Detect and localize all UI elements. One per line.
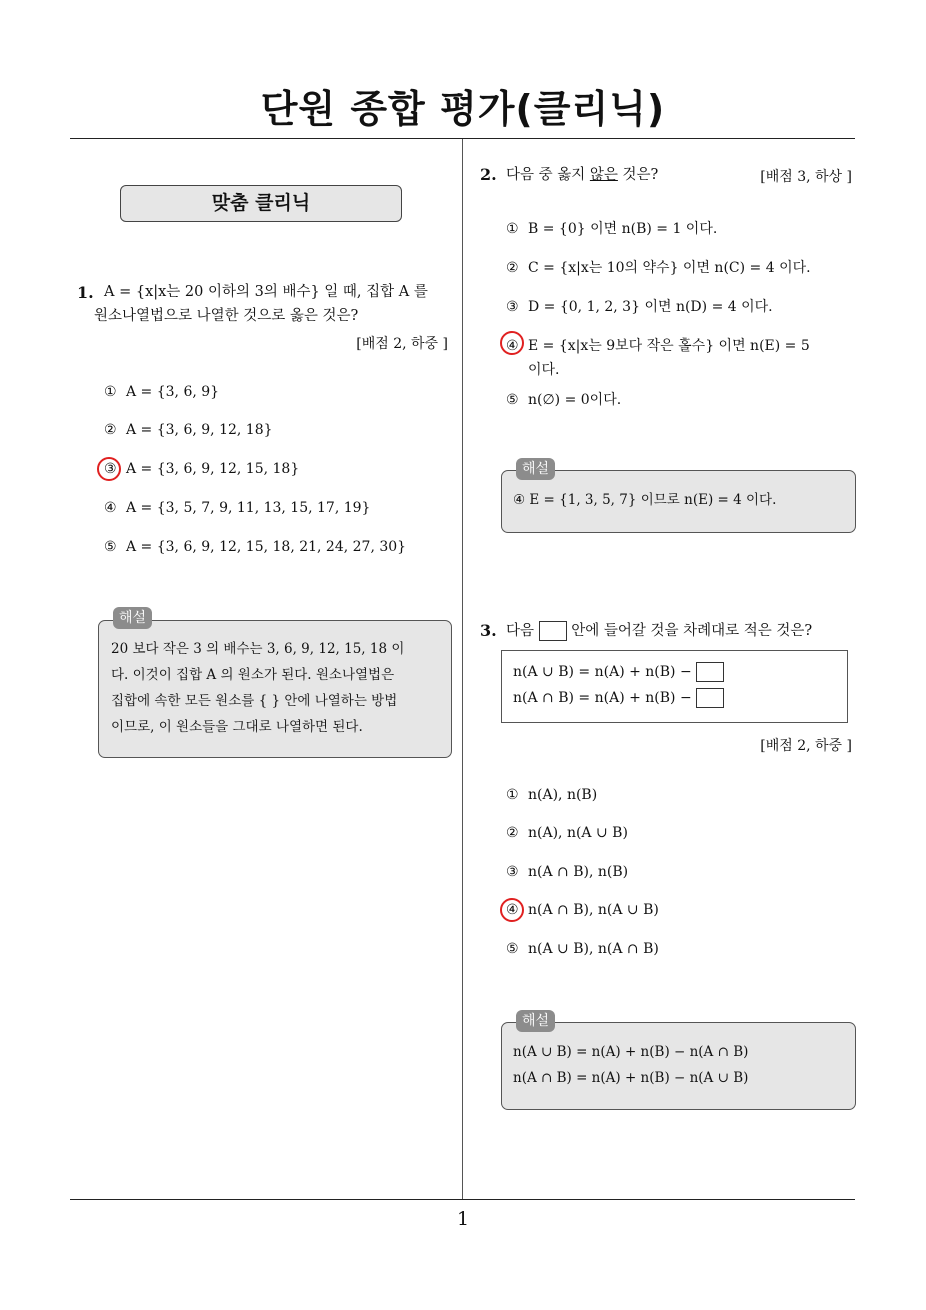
q1-choice-5[interactable]	[104, 539, 406, 555]
choice-mark: ①	[104, 384, 117, 400]
q3-formula-1	[513, 662, 724, 682]
choice-mark: ④	[104, 500, 117, 516]
q3-number: 3.	[480, 621, 497, 640]
choice-mark: ②	[506, 825, 519, 841]
q1-score: [배점 2, 하중 ]	[356, 336, 448, 352]
q2-text-after: 것은?	[617, 167, 659, 183]
choice-text: n(A ∩ B), n(A ∪ B)	[528, 902, 659, 918]
choice-mark: ②	[104, 422, 117, 438]
q3-text-after: 안에 들어갈 것을 차례대로 적은 것은?	[571, 623, 813, 639]
q2-text-underlined: 않은	[589, 167, 618, 183]
choice-mark: ④	[506, 338, 519, 354]
answer-blank-box	[539, 621, 567, 641]
choice-text: n(A), n(A ∪ B)	[528, 825, 628, 841]
q3-formula-box	[501, 650, 848, 723]
choice-mark: ⑤	[506, 392, 519, 408]
q2-text-before: 다음 중 옳지	[506, 167, 590, 183]
choice-mark: ③	[506, 299, 519, 315]
q2-score: [배점 3, 하상 ]	[760, 169, 852, 185]
q3-score: [배점 2, 하중 ]	[760, 738, 852, 754]
solution-line: 다. 이것이 집합 A 의 원소가 된다. 원소나열법은	[111, 667, 395, 683]
q3-choice-3[interactable]	[506, 864, 628, 880]
q3-choice-4[interactable]	[506, 902, 659, 918]
column-divider	[462, 139, 463, 1200]
page-number: 1	[456, 1208, 470, 1230]
q1-choice-1[interactable]	[104, 384, 219, 400]
formula-text: n(A ∪ B) = n(A) + n(B) −	[513, 664, 692, 680]
q1-solution-text	[111, 636, 443, 740]
q2-choice-3[interactable]	[506, 296, 773, 316]
q3-choice-1[interactable]	[506, 787, 597, 803]
choice-text: n(A ∩ B), n(B)	[528, 864, 629, 880]
choice-text: n(A), n(B)	[528, 787, 598, 803]
q2-choice-4[interactable]	[506, 335, 810, 355]
q2-choice-2[interactable]	[506, 257, 811, 277]
choice-mark: ①	[506, 221, 519, 237]
answer-blank-box	[696, 688, 724, 708]
footer-rule	[70, 1199, 855, 1200]
choice-mark: ③	[506, 864, 519, 880]
page-title: 단원 종합 평가(클리닉)	[260, 87, 666, 131]
q3-text	[506, 619, 812, 643]
choice-text: A = {3, 5, 7, 9, 11, 13, 15, 17, 19}	[126, 500, 371, 516]
choice-text: A = {3, 6, 9, 12, 15, 18}	[126, 461, 300, 477]
q2-choice-1[interactable]	[506, 218, 717, 238]
q1-choice-3[interactable]	[104, 461, 299, 477]
solution-line: 집합에 속한 모든 원소를 { } 안에 나열하는 방법	[111, 693, 398, 709]
q1-text-line2: 원소나열법으로 나열한 것으로 옳은 것은?	[94, 308, 359, 324]
q1-text-line1: A = {x|x는 20 이하의 3의 배수} 일 때, 집합 A 를	[104, 284, 428, 300]
choice-text: C = {x|x는 10의 약수} 이면 n(C) = 4 이다.	[528, 260, 811, 276]
q2-choice-5[interactable]	[506, 389, 621, 409]
choice-mark: ①	[506, 787, 519, 803]
q1-number: 1.	[77, 283, 94, 302]
answer-circle-mark	[97, 457, 121, 481]
answer-blank-box	[696, 662, 724, 682]
choice-text: n(∅) = 0이다.	[528, 392, 622, 408]
q3-solution-tag: 해설	[516, 1010, 555, 1032]
choice-text: A = {3, 6, 9, 12, 15, 18, 21, 24, 27, 30}	[126, 539, 407, 555]
q1-choice-2[interactable]	[104, 422, 273, 438]
q3-solution-text	[513, 1039, 748, 1091]
choice-text: n(A ∪ B), n(A ∩ B)	[528, 941, 659, 957]
q2-solution-tag: 해설	[516, 458, 555, 480]
choice-text: B = {0} 이면 n(B) = 1 이다.	[528, 221, 718, 237]
q1-solution-tag: 해설	[113, 607, 152, 629]
choice-text: D = {0, 1, 2, 3} 이면 n(D) = 4 이다.	[528, 299, 773, 315]
answer-circle-mark	[500, 331, 524, 355]
choice-mark: ⑤	[104, 539, 117, 555]
choice-text: A = {3, 6, 9, 12, 18}	[126, 422, 273, 438]
choice-mark: ③	[104, 461, 117, 477]
formula-text: n(A ∩ B) = n(A) + n(B) −	[513, 690, 692, 706]
q2-choice-4-continued: 이다.	[528, 362, 560, 378]
solution-line: n(A ∩ B) = n(A) + n(B) − n(A ∪ B)	[513, 1070, 749, 1086]
choice-mark: ⑤	[506, 941, 519, 957]
q3-choice-5[interactable]	[506, 941, 659, 957]
q3-text-before: 다음	[506, 623, 535, 639]
q3-formula-2	[513, 688, 724, 708]
solution-line: 이므로, 이 원소들을 그대로 나열하면 된다.	[111, 719, 363, 735]
solution-line: n(A ∪ B) = n(A) + n(B) − n(A ∩ B)	[513, 1044, 749, 1060]
q2-number: 2.	[480, 165, 497, 184]
q2-text	[506, 163, 658, 187]
solution-line: 20 보다 작은 3 의 배수는 3, 6, 9, 12, 15, 18 이	[111, 641, 405, 657]
choice-text: A = {3, 6, 9}	[126, 384, 220, 400]
choice-text: E = {x|x는 9보다 작은 홀수} 이면 n(E) = 5	[528, 338, 810, 354]
choice-mark: ②	[506, 260, 519, 276]
section-label: 맞춤 클리닉	[120, 185, 402, 222]
q1-choice-4[interactable]	[104, 500, 370, 516]
q3-choice-2[interactable]	[506, 825, 628, 841]
choice-mark: ④	[506, 902, 519, 918]
answer-circle-mark	[500, 898, 524, 922]
q2-solution-text: ④ E = {1, 3, 5, 7} 이므로 n(E) = 4 이다.	[513, 492, 777, 508]
